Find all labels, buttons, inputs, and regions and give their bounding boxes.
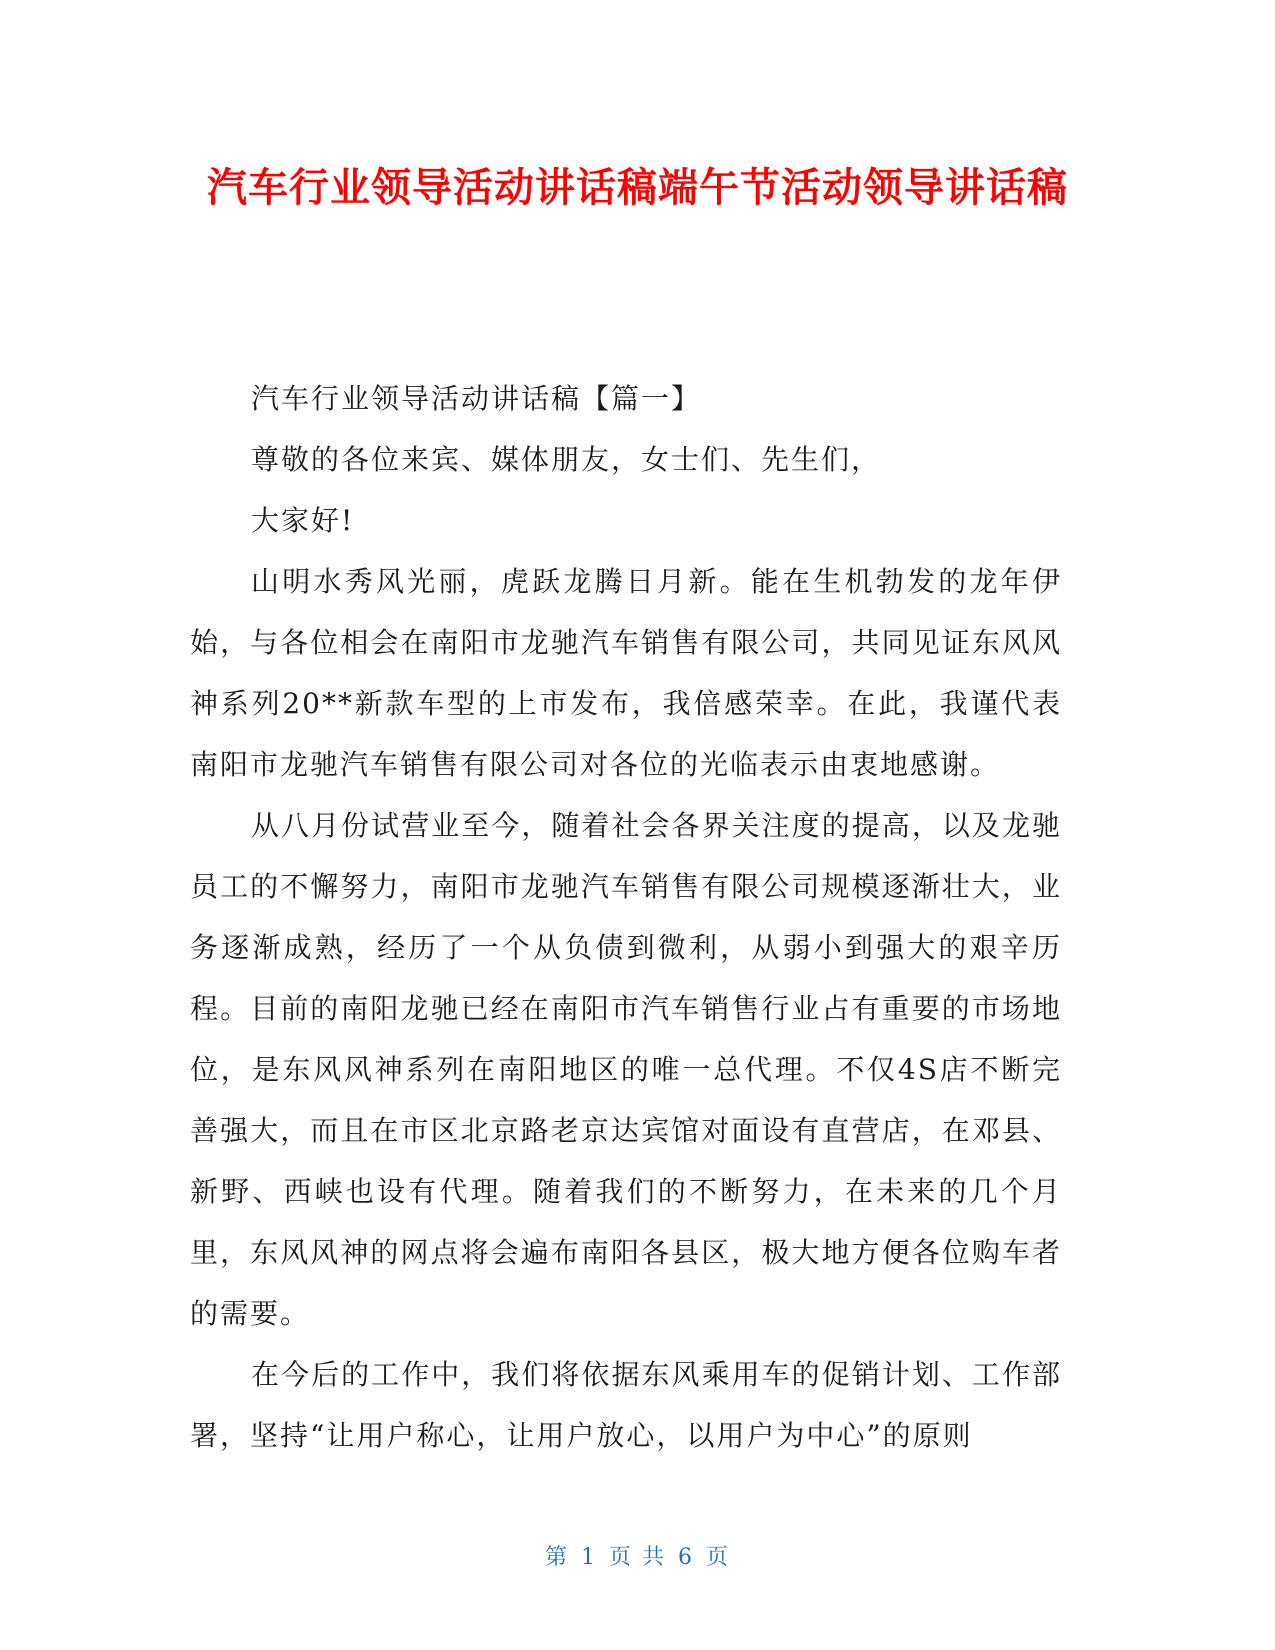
current-page-number: 1 bbox=[581, 1545, 597, 1570]
document-title: 汽车行业领导活动讲话稿端午节活动领导讲话稿 bbox=[207, 165, 1068, 211]
page-label-suffix: 页 bbox=[706, 1545, 731, 1570]
document-body bbox=[190, 368, 1062, 1466]
section-heading: 汽车行业领导活动讲话稿【篇一】 bbox=[251, 382, 702, 415]
paragraph: 在今后的工作中，我们将依据东风乘用车的促销计划、工作部署，坚持“让用户称心，让用户放心，以用户为中心”的原则 bbox=[190, 1358, 1062, 1452]
salutation: 尊敬的各位来宾、媒体朋友，女士们、先生们， bbox=[251, 443, 882, 476]
greeting: 大家好! bbox=[251, 504, 355, 537]
page-label-mid: 页 共 bbox=[609, 1545, 666, 1570]
page-label-prefix: 第 bbox=[544, 1545, 569, 1570]
paragraph: 山明水秀风光丽，虎跃龙腾日月新。能在生机勃发的龙年伊始，与各位相会在南阳市龙驰汽车销售有限公司，共同见证东风风神系列20**新款车型的上市发布，我倍感荣幸。在此，我谨代表南阳市龙驰汽车销售有限公司对各位的光临表示由衷地感谢。 bbox=[190, 565, 1062, 781]
paragraph: 从八月份试营业至今，随着社会各界关注度的提高，以及龙驰员工的不懈努力，南阳市龙驰汽车销售有限公司规模逐渐壮大，业务逐渐成熟，经历了一个从负债到微利，从弱小到强大的艰辛历程。目前的南阳龙驰已经在南阳市汽车销售行业占有重要的市场地位，是东风风神系列在南阳地区的唯一总代理。不仅4S店不断完善强大，而且在市区北京路老京达宾馆对面设有直营店，在邓县、新野、西峡也设有代理。随着我们的不断努力，在未来的几个月里，东风风神的网点将会遍布南阳各县区，极大地方便各位购车者的需要。 bbox=[190, 809, 1062, 1330]
total-pages-number: 6 bbox=[678, 1545, 694, 1570]
page-footer bbox=[0, 1540, 1275, 1571]
